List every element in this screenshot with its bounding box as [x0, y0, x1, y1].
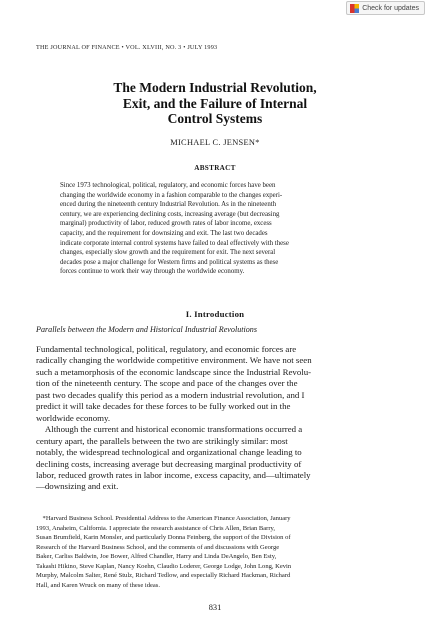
body-line: declining costs, increasing average but decreasing marginal productivity of [36, 458, 302, 469]
footnote-line: *Harvard Business School. Presidential Address to the American Finance Association, January [36, 515, 291, 522]
abstract-text [60, 181, 372, 277]
body-line: Fundamental technological, political, regulatory, and economic forces are [36, 344, 297, 354]
footnote-line: Murphy, Malcolm Salter, René Stulz, Richard Tedlow, and especially Richard Hackman, Richard [36, 572, 291, 580]
body-line: radically changing the worldwide competitive environment. We have not seen [36, 355, 312, 366]
body-line: worldwide economy. [36, 412, 111, 423]
body-line: tion of the nineteenth century. The scope and pace of the changes over the [36, 378, 298, 389]
abstract-heading: ABSTRACT [194, 164, 236, 172]
abstract-line: enced during the nineteenth century Industrial Revolution. As in the nineteenth [60, 201, 277, 209]
footnote-line: 1993, Anaheim, California. I appreciate the research assistance of Chris Allen, Brian Barry, [36, 524, 276, 532]
body-line: past two decades qualify this period as a modern industrial revolution, and I [36, 389, 305, 400]
title-line: Control Systems [167, 111, 263, 126]
title-line: Exit, and the Failure of Internal [122, 95, 308, 111]
abstract-line: decades pose a major challenge for Western firms and political systems as these [60, 258, 279, 266]
body-line: notably, the widespread technological and organizational change leading to [36, 447, 302, 458]
abstract-line: century, we are experiencing declining costs, increasing average (but decreasing [60, 210, 280, 218]
footnote-line: Susan Brumfield, Karin Monsler, and particularly Donna Feinberg, the support of the Division of [36, 534, 291, 542]
footnote-line: Research of the Harvard Business School, and the comments of and discussions with George [36, 543, 280, 551]
footnote-line: Hall, and Karen Wruck on many of these ideas. [36, 581, 160, 589]
footnote-line: Baker, Carliss Baldwin, Joe Bower, Alfred Chandler, Harry and Linda DeAngelo, Ben Esty, [36, 553, 277, 561]
body-line: century apart, the parallels between the two are strikingly similar: most [36, 435, 288, 446]
abstract-line: marginal) productivity of labor, reduced growth rates of labor income, excess [60, 220, 272, 228]
abstract-line: capacity, and the requirement for downsizing and exit. The last two decades [60, 229, 268, 237]
body-line: Although the current and historical economic transformations occurred a [36, 424, 303, 435]
crossmark-icon [350, 4, 359, 13]
title-line: The Modern Industrial Revolution, [113, 80, 317, 95]
abstract-line: indicate corporate internal control systems have failed to deal effectively with these [60, 239, 289, 247]
check-for-updates-label: Check for updates [362, 4, 419, 12]
section-heading: I. Introduction [185, 309, 245, 319]
check-for-updates-badge[interactable] [346, 1, 425, 15]
footnote-line: Takashi Hikino, Steve Kaplan, Nancy Koehn, Claudio Loderer, George Lodge, John Long, Kevin [36, 562, 292, 570]
subsection-heading: Parallels between the Modern and Historical Industrial Revolutions [36, 325, 257, 334]
body-line: —downsizing and exit. [36, 481, 119, 492]
author-name: MICHAEL C. JENSEN* [170, 138, 260, 147]
page-number: 831 [208, 603, 222, 612]
body-text [36, 344, 394, 493]
abstract-line: forces continue to work their way through the worldwide economy. [60, 268, 245, 276]
body-line: predict it will take decades for these forces to be fully worked out in the [36, 401, 291, 412]
body-line: labor, reduced growth rates in labor income, excess capacity, and—ultimately [36, 469, 311, 480]
abstract-line: Since 1973 technological, political, regulatory, and economic forces have been [60, 182, 276, 189]
footnote [36, 514, 394, 590]
running-head: THE JOURNAL OF FINANCE • VOL. XLVIII, NO. 3 • JULY 1993 [36, 44, 218, 51]
body-line: such a metamorphosis of the economic landscape since the Industrial Revolu- [36, 366, 312, 377]
article-title [40, 80, 390, 127]
abstract-line: changes, especially slow growth and the requirement for exit. The next several [60, 249, 276, 257]
abstract-line: changing the worldwide economy in a fashion comparable to the changes experi- [60, 191, 283, 199]
